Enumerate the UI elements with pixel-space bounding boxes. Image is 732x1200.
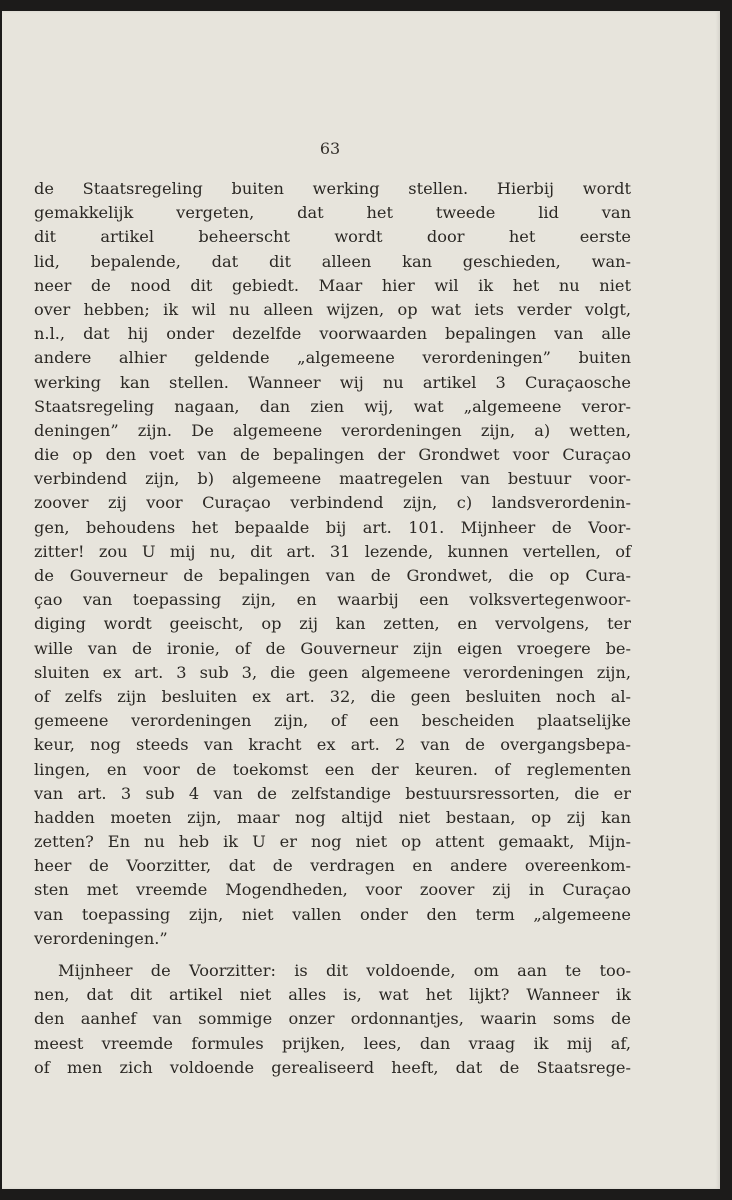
text-line: diging wordt geeischt, op zij kan zetten, en vervolgens, ter [34,614,631,634]
text-line: neer de nood dit gebiedt. Maar hier wil ik het nu niet [34,275,631,295]
book-page [2,11,720,1189]
text-line: de Gouverneur de bepalingen van de Grondwet, die op Cura- [34,566,631,585]
text-line: keur, nog steeds van kracht ex art. 2 van de overgangsbepa- [34,735,631,755]
text-line: meest vreemde formules prijken, lees, dan vraag ik mij af, [34,1033,631,1053]
text-line: Mijnheer de Voorzitter: is dit voldoende, om aan te too- [58,961,631,980]
text-line: Staatsregeling nagaan, dan zien wij, wat „algemeene veror- [34,396,631,416]
text-line: verbindend zijn, b) algemeene maatregelen van bestuur voor- [34,469,631,489]
text-line: den aanhef van sommige onzer ordonnantjes, waarin soms de [34,1009,631,1029]
text-line: verordeningen.” [34,928,168,948]
text-line: of zelfs zijn besluiten ex art. 32, die geen besluiten noch al- [34,686,631,706]
body-text [34,177,631,1080]
text-line: of men zich voldoende gerealiseerd heeft, dat de Staatsrege- [34,1057,631,1077]
text-line: heer de Voorzitter, dat de verdragen en andere overeenkom- [34,856,631,876]
text-line: n.l., dat hij onder dezelfde voorwaarden bepalingen van alle [34,324,631,344]
text-line: lid, bepalende, dat dit alleen kan geschieden, wan- [34,251,631,271]
text-line: wille van de ironie, of de Gouverneur zijn eigen vroegere be- [34,638,631,658]
text-line: sten met vreemde Mogendheden, voor zoover zij in Curaçao [34,880,631,900]
paragraph-gap [34,951,631,959]
text-line: werking kan stellen. Wanneer wij nu artikel 3 Curaçaosche [34,372,631,392]
text-line: gen, behoudens het bepaalde bij art. 101. Mijnheer de Voor- [34,517,631,537]
paragraph-2 [34,959,631,1080]
text-line: de Staatsregeling buiten werking stellen. Hierbij wordt [34,179,631,198]
text-line: lingen, en voor de toekomst een der keuren. of reglementen [34,759,631,779]
text-line: over hebben; ik wil nu alleen wijzen, op wat iets verder volgt, [34,299,631,319]
text-line: zitter! zou U mij nu, dit art. 31 lezende, kunnen vertellen, of [34,541,631,561]
text-line: dit artikel beheerscht wordt door het eerste [34,227,631,247]
text-line: zetten? En nu heb ik U er nog niet op attent gemaakt, Mijn- [34,832,631,852]
text-line: van art. 3 sub 4 van de zelfstandige bestuursressorten, die er [34,783,631,803]
text-line: deningen” zijn. De algemeene verordeningen zijn, a) wetten, [34,420,631,440]
text-line: gemeene verordeningen zijn, of een bescheiden plaatselijke [34,711,631,731]
text-line: hadden moeten zijn, maar nog altijd niet bestaan, op zij kan [34,807,631,827]
text-line: çao van toepassing zijn, en waarbij een volksvertegenwoor- [34,590,631,610]
text-line: andere alhier geldende „algemeene verordeningen” buiten [34,348,631,368]
text-line: van toepassing zijn, niet vallen onder den term „algemeene [34,904,631,924]
paragraph-1 [34,177,631,951]
text-line: nen, dat dit artikel niet alles is, wat het lijkt? Wanneer ik [34,985,631,1005]
text-line: die op den voet van de bepalingen der Grondwet voor Curaçao [34,445,631,465]
text-line: sluiten ex art. 3 sub 3, die geen algemeene verordeningen zijn, [34,662,631,682]
page-number: 63 [319,139,341,158]
text-line: zoover zij voor Curaçao verbindend zijn, c) landsverordenin- [34,493,631,513]
text-line: gemakkelijk vergeten, dat het tweede lid van [34,203,631,223]
